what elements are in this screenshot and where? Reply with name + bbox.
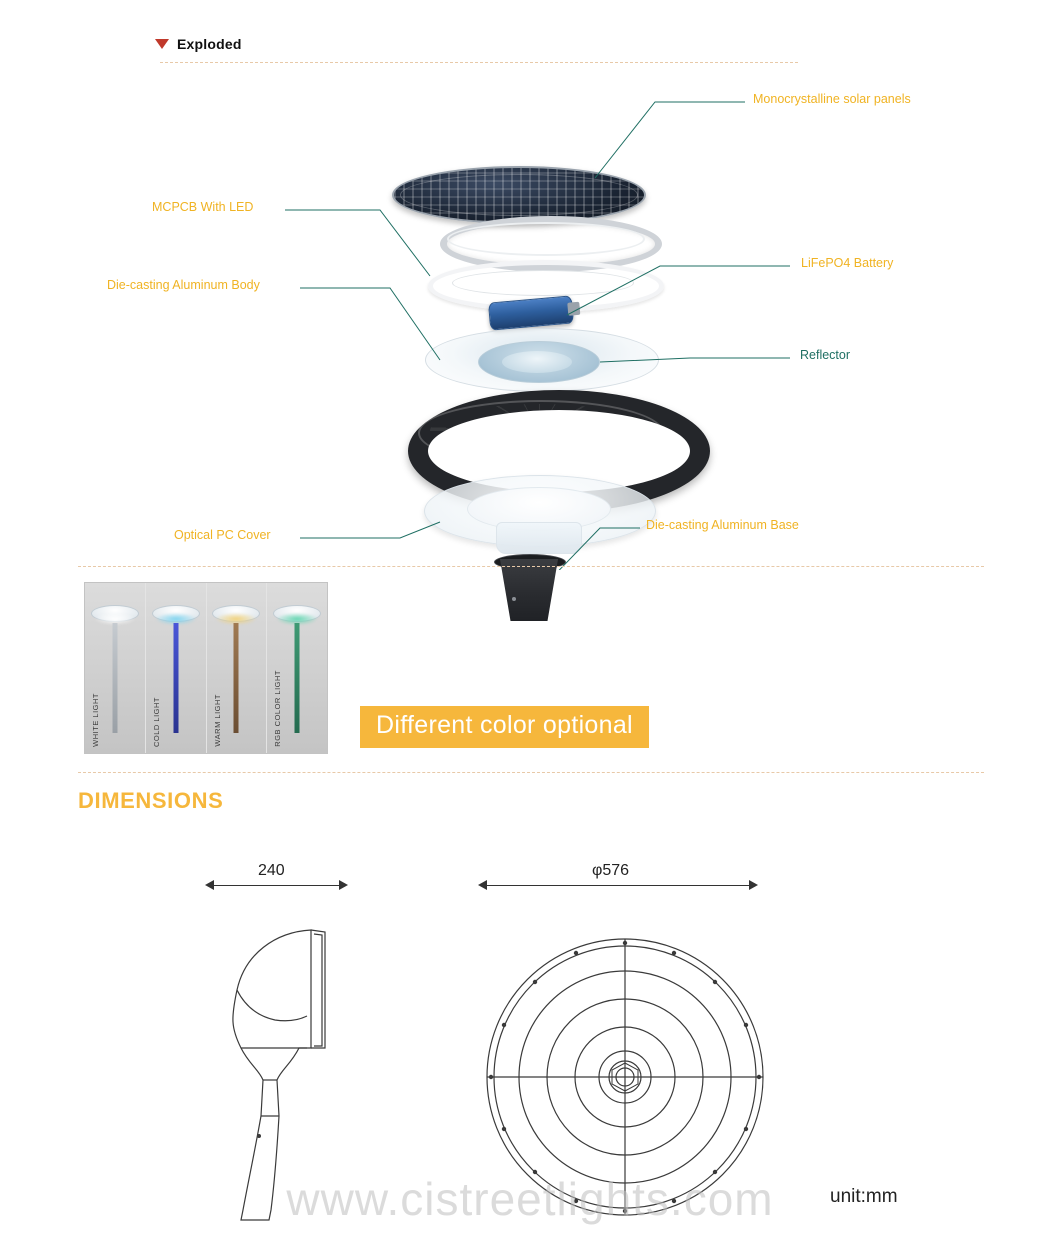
- lamp-pole: [173, 623, 178, 733]
- label-aluminum-body: Die-casting Aluminum Body: [107, 278, 260, 292]
- different-color-banner: Different color optional: [360, 706, 649, 748]
- drawing-front-view: [470, 935, 780, 1220]
- lamp-pole: [112, 623, 117, 733]
- divider-dashed-top: [160, 62, 798, 64]
- divider-dashed-bottom: [78, 772, 984, 774]
- dimension-arrow-diameter: [478, 879, 758, 891]
- exploded-diagram: [0, 70, 1060, 570]
- divider-dashed-mid: [78, 566, 984, 568]
- color-option-label: RGB COLOR LIGHT: [273, 670, 283, 747]
- label-aluminum-base: Die-casting Aluminum Base: [646, 518, 799, 532]
- dimension-arrow-width: [205, 879, 348, 891]
- part-base-screw-dot: [512, 597, 516, 601]
- leader-lines: [0, 70, 1060, 570]
- color-option-label: WHITE LIGHT: [91, 693, 100, 747]
- dimension-value-diameter: φ576: [592, 862, 630, 879]
- watermark: www.cistreetlights.com: [286, 1173, 774, 1225]
- label-solar-panels: Monocrystalline solar panels: [753, 92, 911, 106]
- color-option-label: WARM LIGHT: [212, 694, 222, 747]
- dimension-value-width: 240: [258, 862, 285, 879]
- exploded-section-header: [155, 36, 242, 52]
- dimensions-title: DIMENSIONS: [78, 788, 224, 813]
- color-option-rgb[interactable]: [267, 583, 327, 753]
- drawing-side-view: [215, 920, 340, 1230]
- color-options-strip: [84, 582, 328, 754]
- lamp-pole: [295, 623, 300, 733]
- label-battery: LiFePO4 Battery: [801, 256, 894, 270]
- label-pc-cover: Optical PC Cover: [174, 528, 271, 542]
- lamp-pole: [234, 623, 239, 733]
- color-option-white[interactable]: [85, 583, 146, 753]
- color-option-label: COLD LIGHT: [151, 696, 161, 747]
- color-option-cold[interactable]: [146, 583, 207, 753]
- color-option-warm[interactable]: [207, 583, 268, 753]
- unit-label: unit:mm: [830, 1186, 898, 1207]
- label-reflector: Reflector: [800, 348, 851, 362]
- label-mcpcb: MCPCB With LED: [152, 200, 254, 214]
- exploded-title: Exploded: [177, 36, 242, 52]
- triangle-marker-icon: [155, 39, 169, 49]
